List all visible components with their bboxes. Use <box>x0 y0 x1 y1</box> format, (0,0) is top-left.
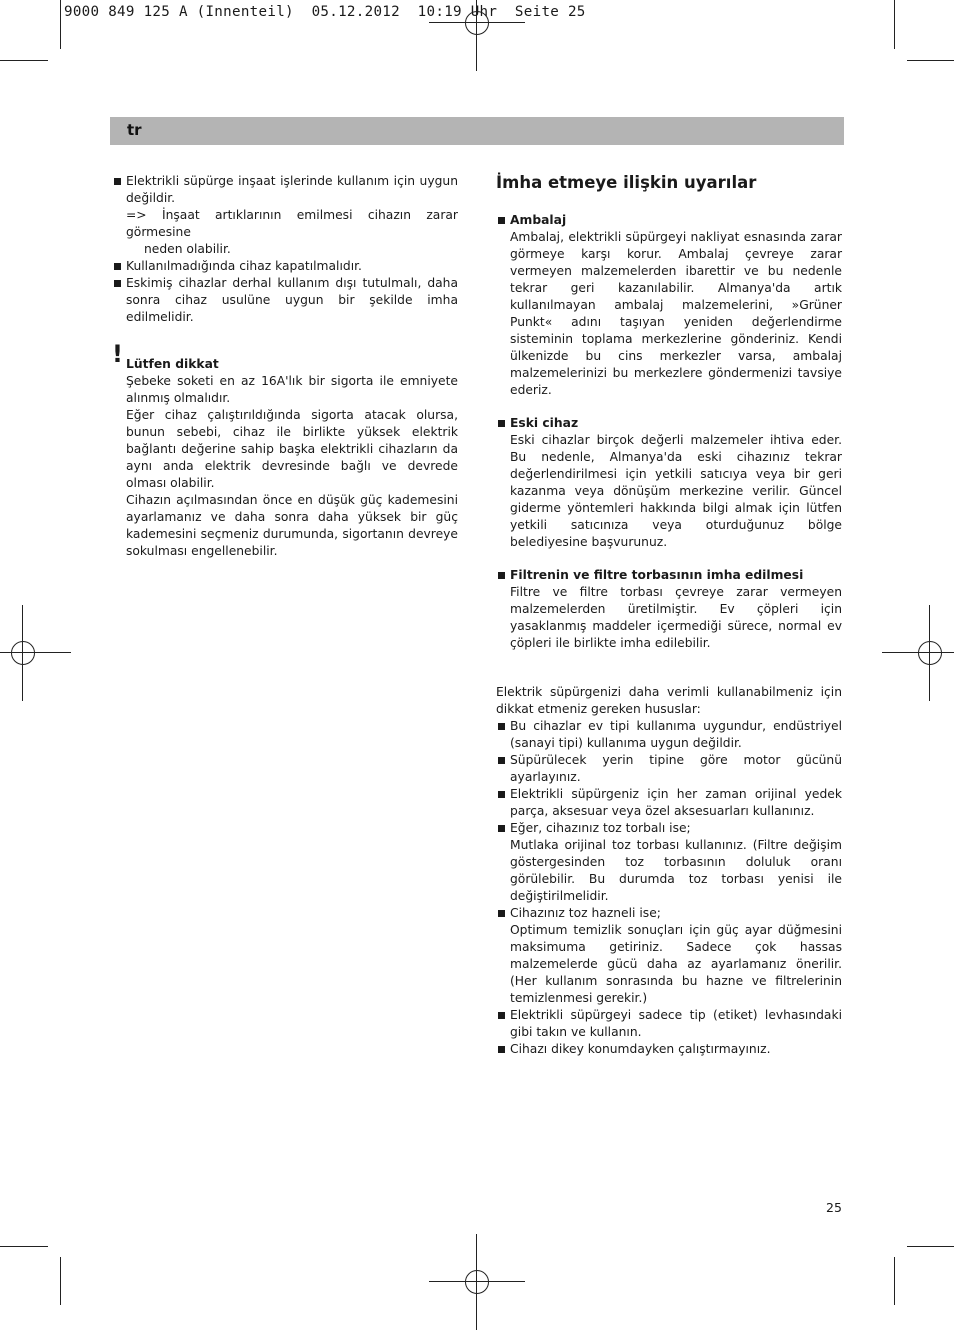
warning-paragraph: Cihazın açılmasından önce en düşük güç kademesini ayarlamanız ve daha sonra daha yüksek bir güç kademesini seçmeniz durumunda, sigortanın devreye sokulması engellenebilir. <box>126 493 458 558</box>
registration-mark <box>429 1234 525 1330</box>
disposal-section <box>496 212 842 399</box>
crop-mark <box>60 1257 61 1305</box>
section-title: İmha etmeye ilişkin uyarılar <box>496 173 757 192</box>
subsection-text: Eski cihazlar birçok değerli malzemeler ihtiva eder. Bu nedenle, Almanya'da eski cihazınız tekrar değerlendirilmesi için yetkili satıcıya veya bir geri kazanma veya dönüşüm merkezine verilir. Güncel giderme yöntemleri hakkında bilgi almak için lütfen yetkili satıcınıza veya oturduğunuz bölge belediyesine başvurunuz. <box>510 433 842 549</box>
crop-mark <box>907 60 954 61</box>
warning-block <box>112 340 458 560</box>
language-bar <box>110 117 844 145</box>
crop-mark <box>60 0 61 49</box>
list-item: Elektrikli süpürgeyi sadece tip (etiket) levhasındaki gibi takın ve kullanın. <box>496 1007 842 1041</box>
list-item-detail: Optimum temizlik sonuçları için güç ayar düğmesini maksimuma getiriniz. Sadece çok hassas malzemelerde gücü daha az ayarlamanız önerilir. (Her kullanım sonrasında bu hazne ve filtrelerinin temizlenmesi gerekir.) <box>510 923 842 1005</box>
crop-mark <box>894 0 895 49</box>
subsection-heading: Eski cihaz <box>496 415 842 432</box>
list-item: Eskimiş cihazlar derhal kullanım dışı tutulmalı, daha sonra cihaz usulüne uygun bir şekilde imha edilmelidir. <box>112 275 458 326</box>
disposal-section <box>496 567 842 652</box>
list-item: Elektrikli süpürgeniz için her zaman orijinal yedek parça, aksesuar veya özel aksesuarları kullanınız. <box>496 786 842 820</box>
list-item: Bu cihazlar ev tipi kullanıma uygundur, endüstriyel (sanayi tipi) kullanıma uygun değildir. <box>496 718 842 752</box>
crop-mark <box>0 1246 48 1247</box>
warning-title: Lütfen dikkat <box>126 357 219 371</box>
right-column <box>496 173 842 1058</box>
list-item: Cihazınız toz hazneli ise; <box>496 905 842 922</box>
tips-intro: Elektrik süpürgenizi daha verimli kullanabilmeniz için dikkat etmeniz gereken hususlar: <box>496 685 842 716</box>
list-item: Cihazı dikey konumdayken çalıştırmayınız. <box>496 1041 842 1058</box>
list-item-detail: Mutlaka orijinal toz torbası kullanınız. (Filtre değişim göstergesinden toz torbasının doluluk oranı görülebilir. Bu durumda toz torbası yenisi ile değiştirilmelidir. <box>510 838 842 903</box>
crop-mark <box>894 1257 895 1305</box>
subsection-text: Ambalaj, elektrikli süpürgeyi nakliyat esnasında zarar görmeye karşı korur. Ambalaj çevreye zarar vermeyen malzemelerden ibarettir ve bu nedenle tekrar geri kazanılabilir. Almanya'da artık kullanılmayan ambalaj malzemelerini, »Grüner Punkt« adını taşıyan yeniden değerlendirme sisteminin toplama merkezlerine gönderiniz. Kendi ülkenizde bu cins merkezler varsa, ambalaj malzemelerinizi bu merkezlere göndermenizi tavsiye ederiz. <box>510 230 842 397</box>
warning-paragraph: Şebeke soketi en az 16A'lık bir sigorta ile emniyete alınmış olmalıdır. <box>126 374 458 405</box>
crop-mark <box>907 1246 954 1247</box>
page-number: 25 <box>826 1200 842 1215</box>
arrow-note-continued: neden olabilir. <box>144 242 231 256</box>
warning-paragraph: Eğer cihaz çalıştırıldığında sigorta atacak olursa, bunun sebebi, cihaz ile birlikte yüksek elektrik bağlantı değerine sahip başka elektrikli cihazların da aynı anda elektrik devresinde bağlı ve devrede olması olabilir. <box>126 408 458 490</box>
list-item: Eğer, cihazınız toz torbalı ise; <box>496 820 842 837</box>
left-column <box>112 173 458 560</box>
warning-icon: ! <box>112 340 123 368</box>
registration-mark <box>0 605 71 701</box>
registration-mark <box>882 605 954 701</box>
language-code: tr <box>127 121 142 139</box>
disposal-section <box>496 415 842 551</box>
subsection-heading: Filtrenin ve filtre torbasının imha edilmesi <box>496 567 842 584</box>
list-item: Süpürülecek yerin tipine göre motor gücünü ayarlayınız. <box>496 752 842 786</box>
print-header: 9000 849 125 A (Innenteil) 05.12.2012 10:19 Uhr Seite 25 <box>64 4 586 20</box>
list-item: Elektrikli süpürge inşaat işlerinde kullanım için uygun değildir. <box>112 173 458 207</box>
crop-mark <box>0 60 48 61</box>
subsection-text: Filtre ve filtre torbası çevreye zarar vermeyen malzemelerden üretilmiştir. Ev çöpleri için yasaklanmış maddeler içermediği sürece, normal ev çöpleri ile birlikte imha edilebilir. <box>510 585 842 650</box>
list-item: Kullanılmadığında cihaz kapatılmalıdır. <box>112 258 458 275</box>
subsection-heading: Ambalaj <box>496 212 842 229</box>
arrow-note: => İnşaat artıklarının emilmesi cihazın zarar görmesine <box>126 208 458 239</box>
